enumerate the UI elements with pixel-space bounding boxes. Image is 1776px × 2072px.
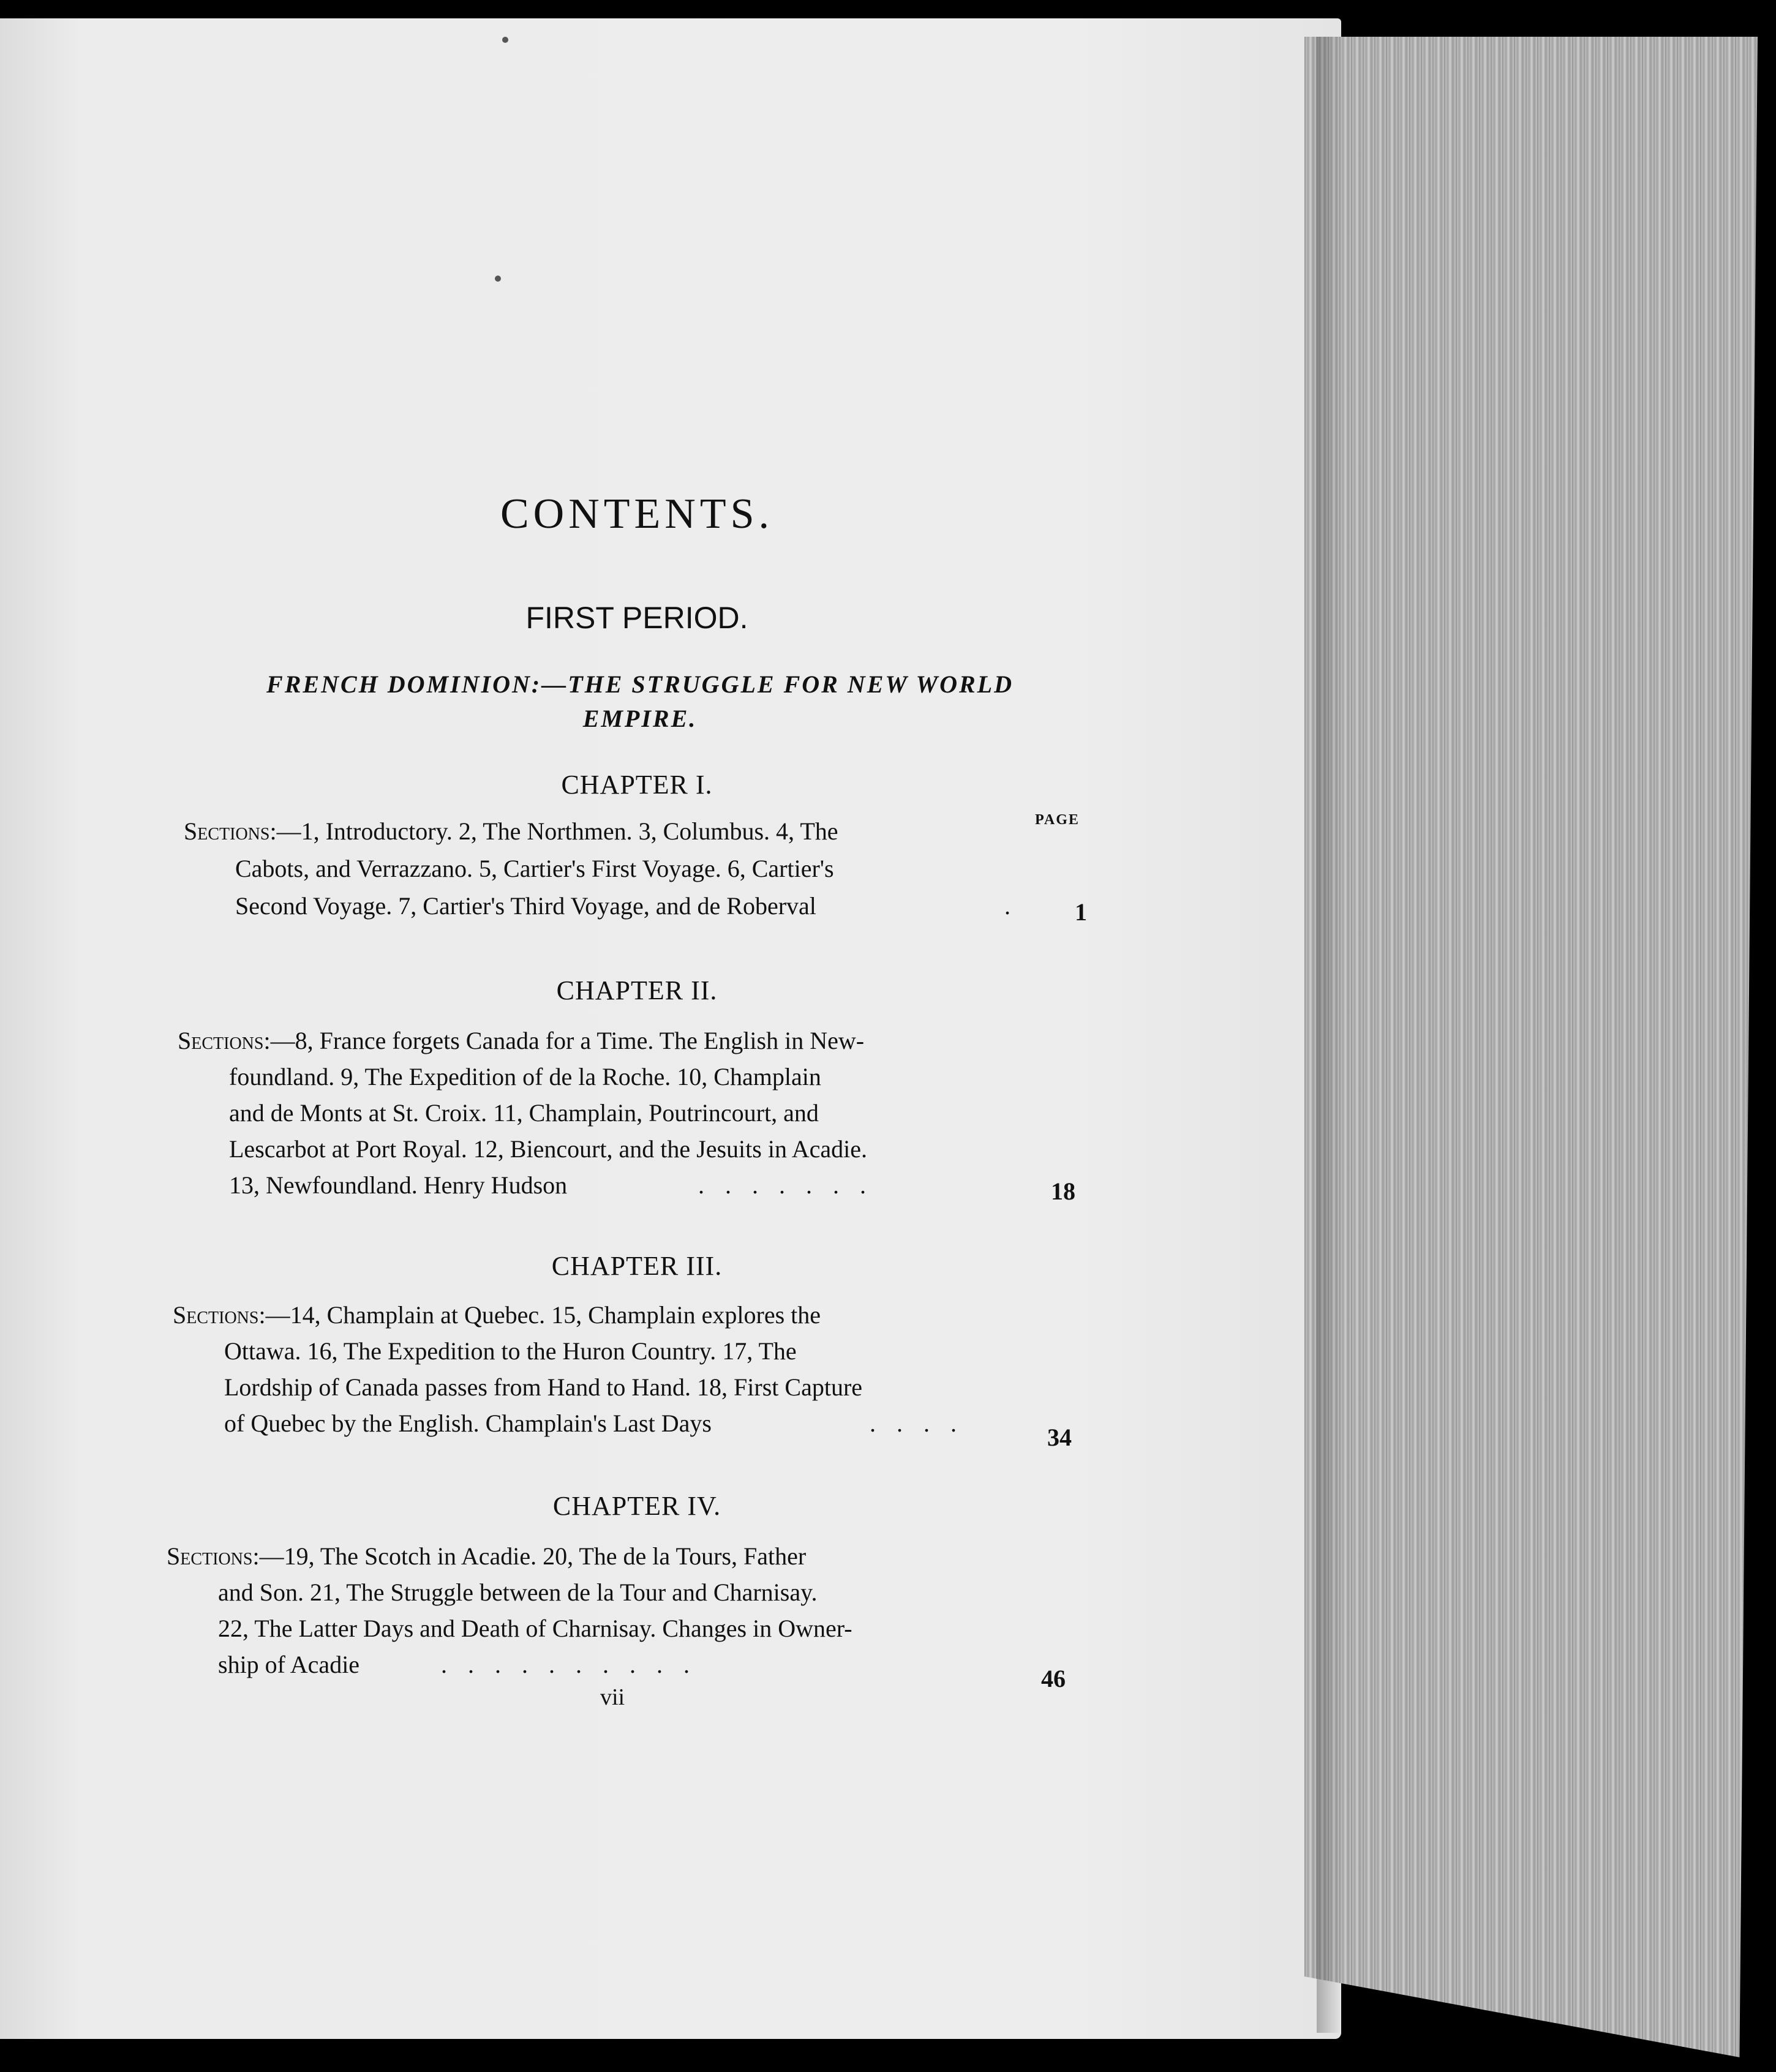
toc-line: foundland. 9, The Expedition of de la Roche. 10, Champlain — [229, 1063, 821, 1090]
page-edges — [1304, 37, 1758, 2057]
page-folio: vii — [600, 1684, 625, 1710]
toc-line-text: :—1, Introductory. 2, The Northmen. 3, Columbus. 4, The — [269, 817, 838, 845]
chapter-title: CHAPTER I. — [561, 770, 713, 800]
toc-line — [178, 1026, 864, 1055]
toc-line: and Son. 21, The Struggle between de la Tour and Charnisay. — [218, 1578, 818, 1606]
toc-line: Lordship of Canada passes from Hand to Hand. 18, First Capture — [224, 1373, 863, 1401]
toc-line-text: :—8, France forgets Canada for a Time. The English in New- — [263, 1027, 865, 1054]
sections-label: Sections — [184, 817, 270, 845]
toc-line: Lescarbot at Port Royal. 12, Biencourt, and the Jesuits in Acadie. — [229, 1135, 867, 1163]
page-number: 46 — [1041, 1665, 1066, 1692]
toc-line: ship of Acadie — [218, 1651, 360, 1678]
period-subtitle: FRENCH DOMINION:—THE STRUGGLE FOR NEW WORLD EMPIRE. — [266, 670, 1014, 732]
page-number: 34 — [1047, 1424, 1072, 1451]
sections-label: Sections — [178, 1027, 264, 1054]
toc-line: 13, Newfoundland. Henry Hudson — [229, 1171, 568, 1199]
toc-line — [167, 1542, 806, 1571]
dot-leader: ....... — [698, 1171, 887, 1199]
page-number: 18 — [1051, 1177, 1075, 1205]
toc-line-text: :—19, The Scotch in Acadie. 20, The de la Tours, Father — [252, 1542, 807, 1570]
page-edge-shadow — [1317, 37, 1341, 2033]
dot-leader: . — [1004, 892, 1031, 920]
speck — [502, 37, 508, 43]
toc-line: Cabots, and Verrazzano. 5, Cartier's First Voyage. 6, Cartier's — [235, 855, 834, 882]
dot-leader: .......... — [441, 1651, 710, 1678]
speck — [495, 276, 501, 282]
dot-leader: .... — [870, 1409, 977, 1437]
sections-label: Sections — [173, 1301, 259, 1329]
toc-line: and de Monts at St. Croix. 11, Champlain, Poutrincourt, and — [229, 1099, 819, 1127]
toc-line: Second Voyage. 7, Cartier's Third Voyage, and de Roberval — [235, 892, 816, 920]
chapter-title: CHAPTER III. — [551, 1251, 723, 1281]
period-title: FIRST PERIOD. — [525, 601, 748, 635]
toc-line — [173, 1301, 821, 1329]
toc-line: of Quebec by the English. Champlain's Last Days — [224, 1409, 712, 1437]
toc-line: Ottawa. 16, The Expedition to the Huron Country. 17, The — [224, 1337, 797, 1365]
sections-label: Sections — [167, 1542, 253, 1570]
toc-line — [184, 817, 838, 846]
toc-line-text: :—14, Champlain at Quebec. 15, Champlain explores the — [258, 1301, 821, 1329]
chapter-title: CHAPTER IV. — [552, 1491, 721, 1521]
contents-title: CONTENTS. — [500, 490, 774, 538]
toc-line: 22, The Latter Days and Death of Charnisay. Changes in Owner- — [218, 1615, 852, 1642]
page-column-header: PAGE — [1035, 812, 1080, 828]
page-number: 1 — [1075, 898, 1087, 926]
chapter-title: CHAPTER II. — [556, 975, 718, 1005]
